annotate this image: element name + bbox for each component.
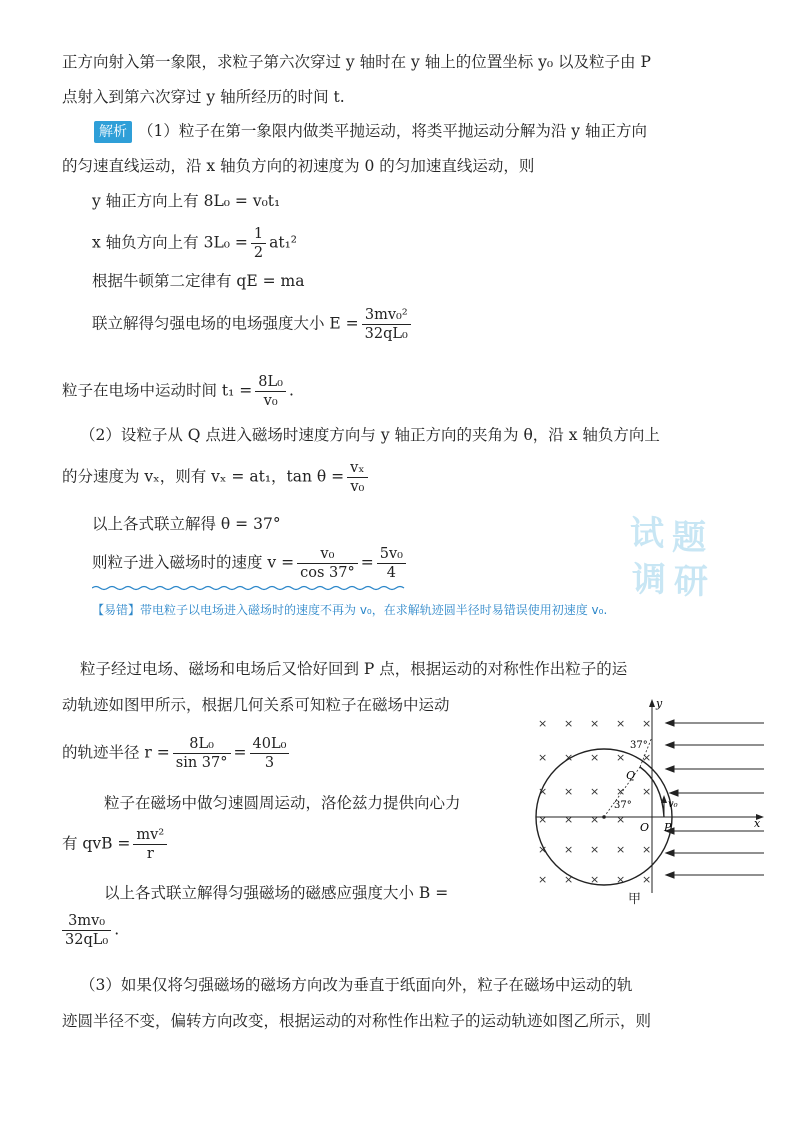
equation: 粒子在电场中运动时间 t₁ = $\frac{\text{8L₀}}{\text{v₀}}$ . (62, 374, 294, 409)
svg-text:×: × (590, 843, 600, 856)
svg-text:×: × (564, 843, 574, 856)
fraction: $\frac{\text{3mv₀}}{\text{32qL₀}}$ (62, 912, 111, 949)
equation: 有 qvB = $\frac{\text{mv²}}{r}$ (62, 826, 170, 863)
svg-text:×: × (590, 717, 600, 730)
text-line: 解析 （1）粒子在第一象限内做类平抛运动，将类平抛运动分解为沿 y 轴正方向 (94, 120, 647, 143)
fraction: $\frac{\text{3mv₀²}}{\text{32qL₀}}$ (362, 306, 411, 343)
fraction: $\frac{\text{8L₀}}{\sin 37^\circ}$ (173, 735, 231, 772)
svg-text:×: × (538, 785, 548, 798)
fraction: $\frac{\text{v₀}}{\cos 37^\circ}$ (297, 545, 358, 582)
svg-text:×: × (590, 873, 600, 886)
fraction: $\frac{\text{8L₀}}{\text{v₀}}$ (255, 373, 286, 410)
fraction: $\frac{1}{2}$ (251, 225, 266, 262)
fraction: $\frac{\text{vₓ}}{\text{v₀}}$ (347, 459, 367, 496)
svg-text:P: P (664, 821, 672, 834)
svg-text:×: × (616, 813, 626, 826)
equation: y 轴正方向上有 8L₀ = v₀t₁ (92, 192, 281, 210)
watermark-stamp: 试 题 调 研 (630, 514, 708, 602)
svg-text:×: × (616, 717, 626, 730)
text-line: 正方向射入第一象限，求粒子第六次穿过 y 轴时在 y 轴上的位置坐标 y₀ 以及粒子由 P (62, 53, 651, 71)
svg-text:×: × (564, 813, 574, 826)
svg-text:×: × (616, 751, 626, 764)
text-line: 粒子在磁场中做匀速圆周运动，洛伦兹力提供向心力 (104, 794, 461, 812)
electric-field-arrows (666, 720, 764, 878)
svg-text:Q: Q (626, 769, 636, 782)
svg-text:×: × (616, 843, 626, 856)
svg-text:×: × (564, 785, 574, 798)
fraction: $\frac{\text{40L₀}}{3}$ (250, 735, 290, 772)
text-line: （3）如果仅将匀强磁场的磁场方向改为垂直于纸面向外，粒子在磁场中运动的轨 (80, 976, 633, 994)
text-line: 以上各式联立解得匀强磁场的磁感应强度大小 B = (104, 884, 449, 902)
fraction: $\frac{\text{5v₀}}{4}$ (377, 545, 406, 582)
svg-text:×: × (642, 873, 652, 886)
equation: 则粒子进入磁场时的速度 v = $\frac{\text{v₀}}{\cos 37^\circ}$ = $\frac{\text{5v₀}}{4}$ (92, 545, 409, 582)
svg-text:×: × (590, 785, 600, 798)
analysis-tag: 解析 (94, 121, 132, 143)
svg-text:×: × (564, 873, 574, 886)
equation: x 轴负方向上有 3L₀ = $\frac{1}{2}$ at₁² (92, 226, 298, 261)
svg-text:×: × (642, 751, 652, 764)
error-note: 【易错】带电粒子以电场进入磁场时的速度不再为 v₀，在求解轨迹圆半径时易错误使用初速度 v₀. (92, 603, 608, 617)
svg-text:37°: 37° (614, 800, 632, 811)
text-line: 点射入到第六次穿过 y 轴所经历的时间 t. (62, 88, 345, 106)
equation: $\frac{\text{3mv₀}}{\text{32qL₀}}$ . (62, 912, 119, 949)
svg-text:×: × (538, 717, 548, 730)
svg-text:×: × (564, 717, 574, 730)
svg-text:×: × (642, 843, 652, 856)
equation: 联立解得匀强电场的电场强度大小 E = $\frac{\text{3mv₀²}}{\text{32qL₀}}$ (92, 306, 414, 343)
svg-text:×: × (616, 873, 626, 886)
svg-text:37°: 37° (630, 740, 648, 751)
svg-text:×: × (538, 873, 548, 886)
svg-text:×: × (564, 751, 574, 764)
equation: 的轨迹半径 r = $\frac{\text{8L₀}}{\sin 37^\circ}$ = $\frac{\text{40L₀}}{3}$ (62, 735, 292, 772)
figure-caption: 甲 (628, 892, 642, 907)
svg-text:×: × (538, 843, 548, 856)
svg-text:×: × (590, 813, 600, 826)
equation: 以上各式联立解得 θ = 37° (92, 515, 281, 533)
fraction: $\frac{\text{mv²}}{r}$ (133, 826, 167, 863)
text-line: 粒子经过电场、磁场和电场后又恰好回到 P 点，根据运动的对称性作出粒子的运 (80, 660, 628, 678)
text-line: （2）设粒子从 Q 点进入磁场时速度方向与 y 轴正方向的夹角为 θ，沿 x 轴负方向上 (80, 426, 660, 444)
equation: 根据牛顿第二定律有 qE = ma (92, 272, 305, 290)
svg-text:×: × (642, 785, 652, 798)
svg-text:x: x (754, 817, 761, 830)
trajectory-figure (528, 693, 768, 908)
svg-text:×: × (538, 751, 548, 764)
svg-text:v₀: v₀ (668, 799, 678, 810)
wavy-underline (92, 585, 410, 591)
svg-text:×: × (642, 717, 652, 730)
equation: 的分速度为 vₓ，则有 vₓ = at₁，tan θ = $\frac{\text{vₓ}}{\text{v₀}}$ (62, 459, 371, 496)
text-line: 动轨迹如图甲所示，根据几何关系可知粒子在磁场中运动 (62, 696, 450, 714)
svg-text:O: O (640, 821, 650, 834)
text-line: 迹圆半径不变，偏转方向改变，根据运动的对称性作出粒子的运动轨迹如图乙所示，则 (62, 1012, 652, 1030)
text-line: 的匀速直线运动，沿 x 轴负方向的初速度为 0 的匀加速直线运动，则 (62, 157, 535, 175)
svg-text:×: × (590, 751, 600, 764)
svg-text:×: × (538, 813, 548, 826)
svg-text:×: × (616, 785, 626, 798)
svg-text:y: y (656, 697, 663, 710)
